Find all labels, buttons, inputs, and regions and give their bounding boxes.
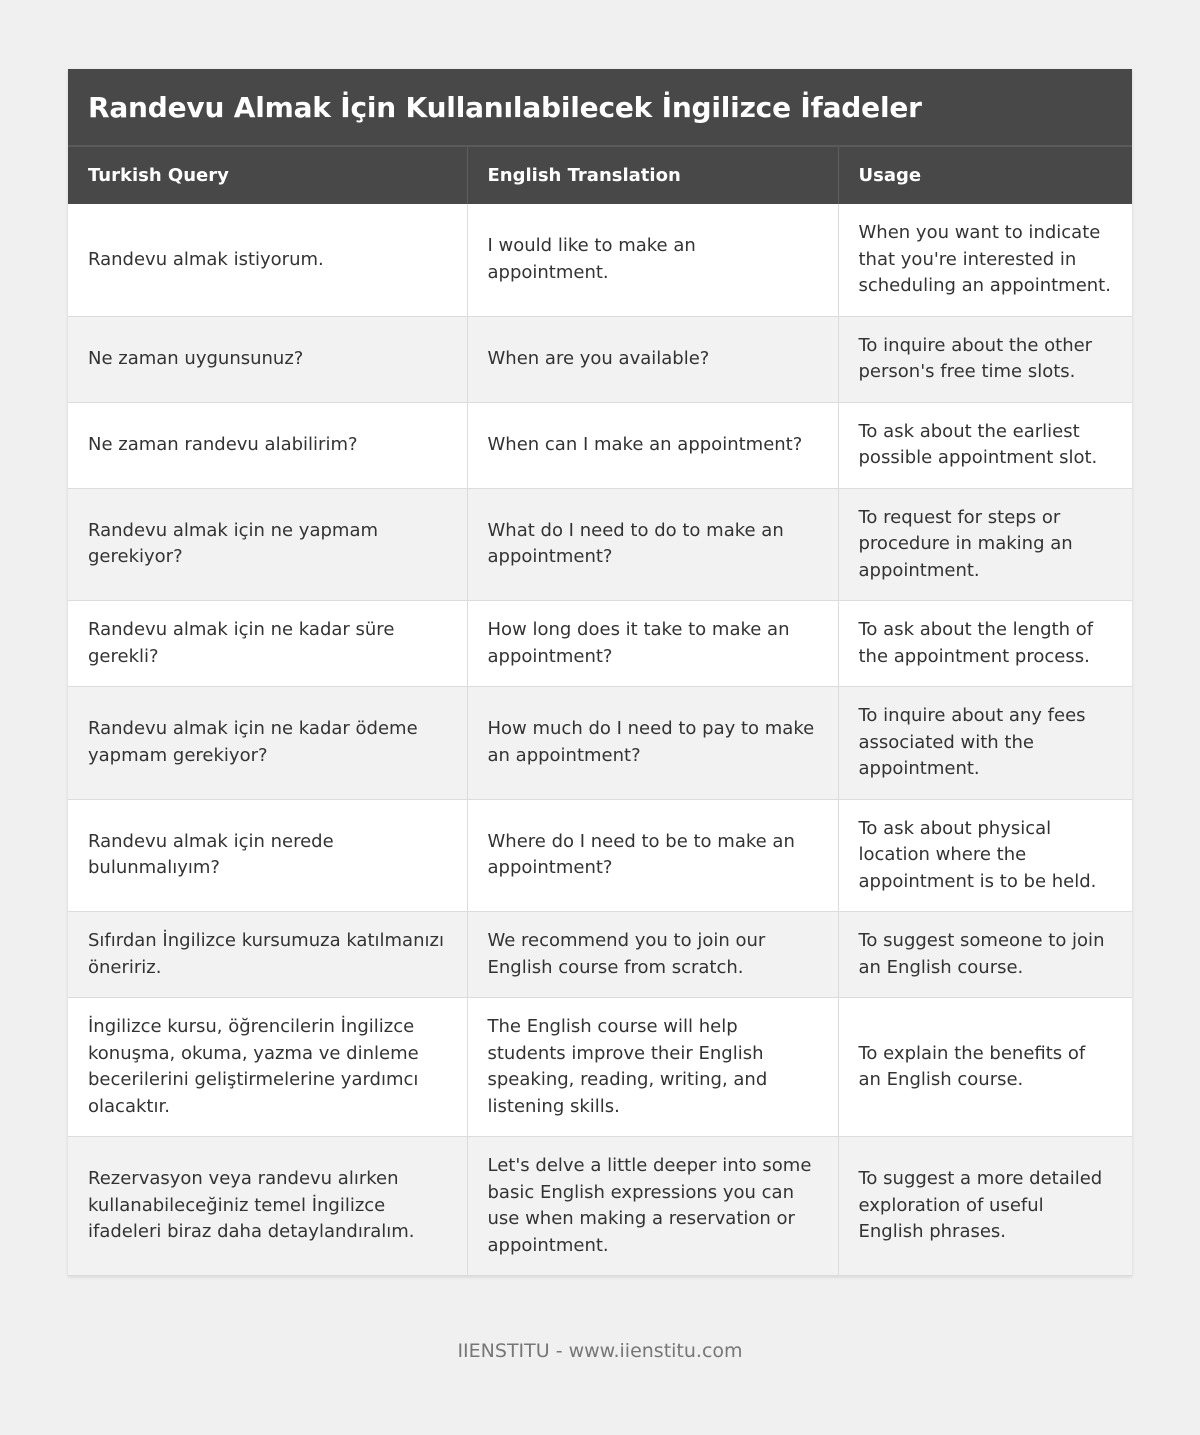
table-row: [68, 601, 1132, 687]
cell-turkish-query: Randevu almak için ne kadar ödeme yapmam gerekiyor?: [68, 687, 467, 800]
cell-turkish-query: Randevu almak için nerede bulunmalıyım?: [68, 799, 467, 912]
cell-english-translation: Where do I need to be to make an appointment?: [467, 799, 838, 912]
table-row: [68, 998, 1132, 1137]
cell-usage: To ask about physical location where the appointment is to be held.: [838, 799, 1132, 912]
cell-usage: To suggest a more detailed exploration of useful English phrases.: [838, 1137, 1132, 1276]
footer-credit: IIENSTITU - www.iienstitu.com: [457, 1340, 743, 1362]
cell-turkish-query: Randevu almak istiyorum.: [68, 204, 467, 316]
cell-turkish-query: Randevu almak için ne kadar süre gerekli?: [68, 601, 467, 687]
cell-english-translation: How long does it take to make an appointment?: [467, 601, 838, 687]
cell-usage: To ask about the length of the appointment process.: [838, 601, 1132, 687]
cell-english-translation: The English course will help students improve their English speaking, reading, writing, and listening skills.: [467, 998, 838, 1137]
cell-turkish-query: Ne zaman randevu alabilirim?: [68, 402, 467, 488]
cell-english-translation: I would like to make an appointment.: [467, 204, 838, 316]
phrase-table: [68, 145, 1132, 1276]
table-row: [68, 402, 1132, 488]
table-row: [68, 912, 1132, 998]
cell-usage: To inquire about the other person's free time slots.: [838, 316, 1132, 402]
cell-english-translation: How much do I need to pay to make an appointment?: [467, 687, 838, 800]
cell-usage: To request for steps or procedure in making an appointment.: [838, 488, 1132, 601]
cell-turkish-query: Sıfırdan İngilizce kursumuza katılmanızı öneririz.: [68, 912, 467, 998]
column-header-usage: Usage: [838, 146, 1132, 204]
cell-turkish-query: Randevu almak için ne yapmam gerekiyor?: [68, 488, 467, 601]
table-row: [68, 488, 1132, 601]
cell-english-translation: Let's delve a little deeper into some basic English expressions you can use when making a reservation or appointment.: [467, 1137, 838, 1276]
table-row: [68, 204, 1132, 316]
cell-turkish-query: Rezervasyon veya randevu alırken kullanabileceğiniz temel İngilizce ifadeleri biraz daha detaylandıralım.: [68, 1137, 467, 1276]
cell-turkish-query: Ne zaman uygunsunuz?: [68, 316, 467, 402]
table-row: [68, 1137, 1132, 1276]
column-header-turkish-query: Turkish Query: [68, 146, 467, 204]
page-title: Randevu Almak İçin Kullanılabilecek İngilizce İfadeler: [88, 90, 922, 124]
cell-english-translation: When are you available?: [467, 316, 838, 402]
phrase-table-card: [68, 69, 1132, 1276]
table-row: [68, 687, 1132, 800]
cell-usage: When you want to indicate that you're interested in scheduling an appointment.: [838, 204, 1132, 316]
cell-usage: To inquire about any fees associated with the appointment.: [838, 687, 1132, 800]
column-header-english-translation: English Translation: [467, 146, 838, 204]
cell-turkish-query: İngilizce kursu, öğrencilerin İngilizce konuşma, okuma, yazma ve dinleme becerilerini geliştirmelerine yardımcı olacaktır.: [68, 998, 467, 1137]
table-row: [68, 799, 1132, 912]
table-row: [68, 316, 1132, 402]
cell-english-translation: What do I need to do to make an appointment?: [467, 488, 838, 601]
cell-english-translation: When can I make an appointment?: [467, 402, 838, 488]
cell-usage: To ask about the earliest possible appointment slot.: [838, 402, 1132, 488]
table-header-row: [68, 146, 1132, 204]
cell-usage: To explain the benefits of an English course.: [838, 998, 1132, 1137]
title-bar: [68, 69, 1132, 145]
cell-usage: To suggest someone to join an English course.: [838, 912, 1132, 998]
cell-english-translation: We recommend you to join our English course from scratch.: [467, 912, 838, 998]
